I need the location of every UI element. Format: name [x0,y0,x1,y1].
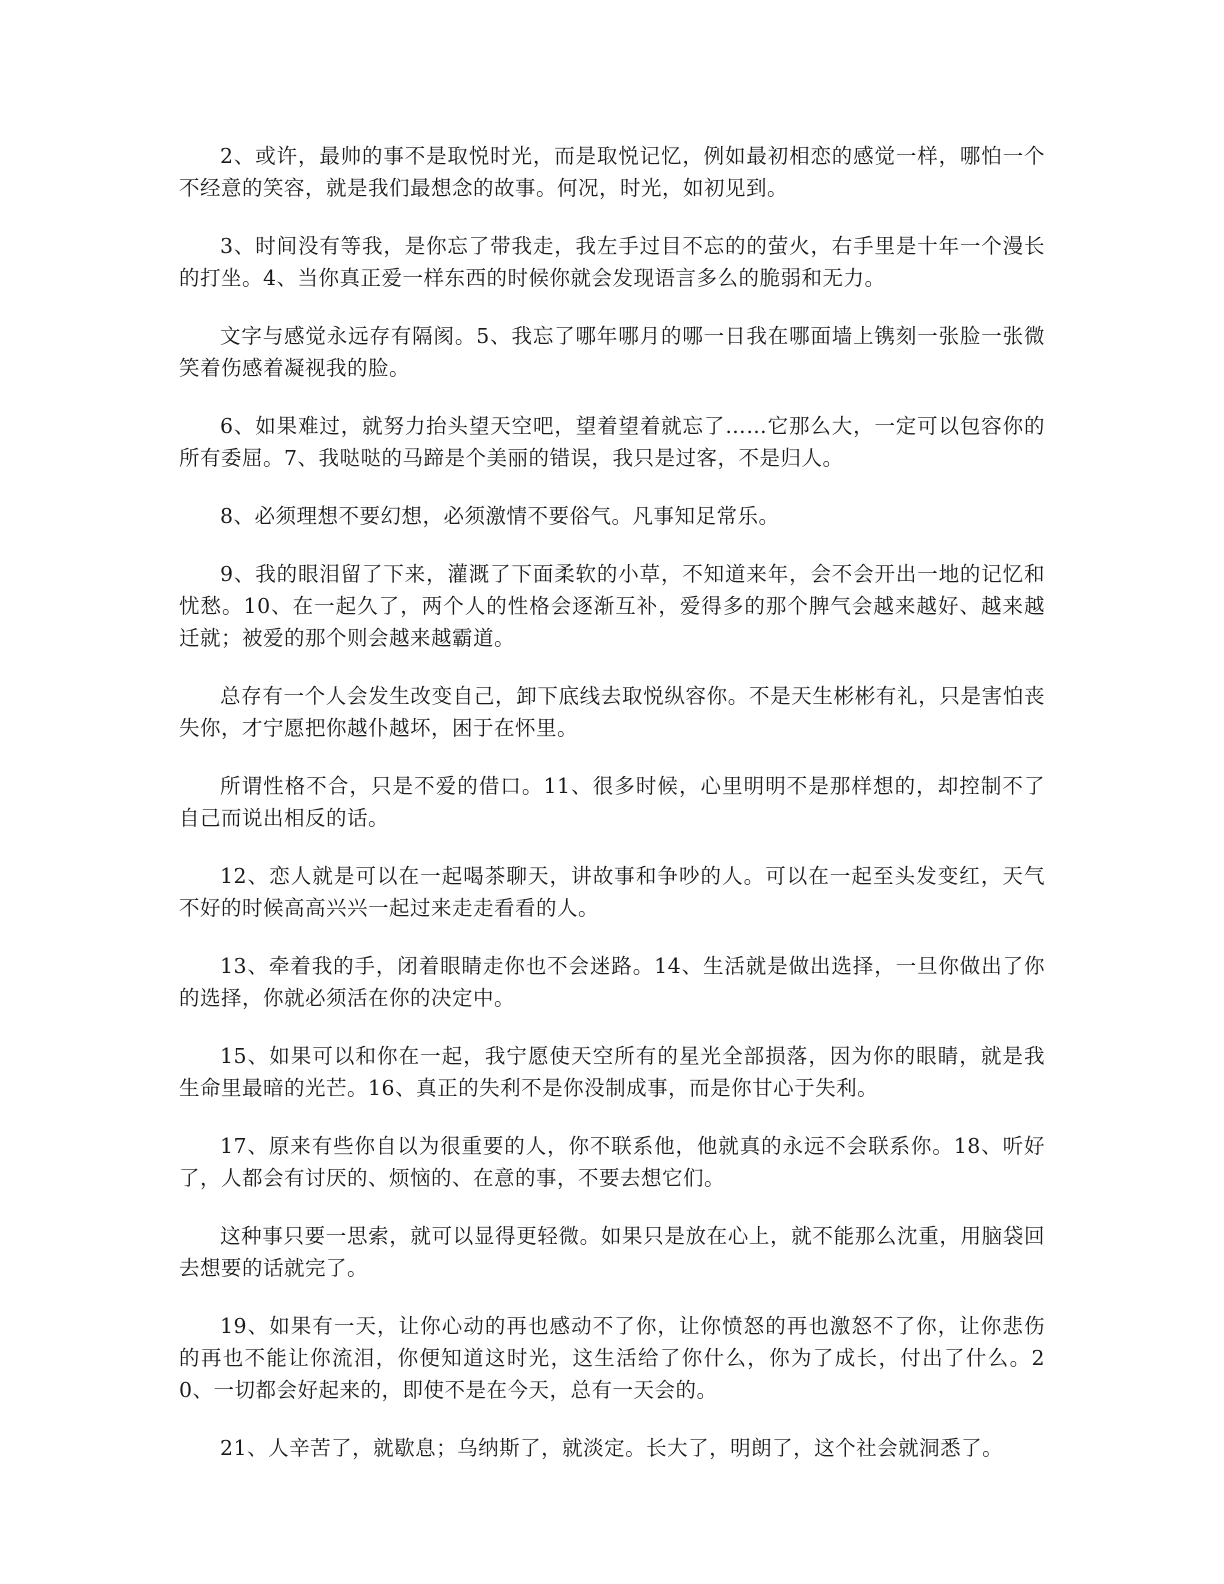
paragraph: 总存有一个人会发生改变自己，卸下底线去取悦纵容你。不是天生彬彬有礼，只是害怕丧失你，才宁愿把你越仆越坏，困于在怀里。 [179,684,1045,740]
paragraph: 8、必须理想不要幻想，必须激情不要俗气。凡事知足常乐。 [220,504,780,528]
paragraph: 21、人辛苦了，就歇息；乌纳斯了，就淡定。长大了，明朗了，这个社会就洞悉了。 [220,1436,1004,1460]
paragraph: 12、恋人就是可以在一起喝茶聊天，讲故事和争吵的人。可以在一起至头发变红，天气不好的时候高高兴兴一起过来走走看看的人。 [179,864,1045,920]
paragraph: 6、如果难过，就努力抬头望天空吧，望着望着就忘了……它那么大，一定可以包容你的所有委屈。7、我哒哒的马蹄是个美丽的错误，我只是过客，不是归人。 [179,414,1045,470]
document-body [179,140,1045,1490]
paragraph: 所谓性格不合，只是不爱的借口。11、很多时候，心里明明不是那样想的，却控制不了自己而说出相反的话。 [179,774,1045,830]
paragraph: 9、我的眼泪留了下来，灌溉了下面柔软的小草，不知道来年，会不会开出一地的记忆和忧愁。10、在一起久了，两个人的性格会逐渐互补，爱得多的那个脾气会越来越好、越来越迁就；被爱的那个则会越来越霸道。 [179,562,1045,650]
paragraph: 这种事只要一思索，就可以显得更轻微。如果只是放在心上，就不能那么沈重，用脑袋回去想要的话就完了。 [179,1224,1045,1280]
paragraph: 15、如果可以和你在一起，我宁愿使天空所有的星光全部损落，因为你的眼睛，就是我生命里最暗的光芒。16、真正的失利不是你没制成事，而是你甘心于失利。 [179,1044,1045,1100]
paragraph: 2、或许，最帅的事不是取悦时光，而是取悦记忆，例如最初相恋的感觉一样，哪怕一个不经意的笑容，就是我们最想念的故事。何况，时光，如初见到。 [179,144,1045,200]
paragraph: 3、时间没有等我，是你忘了带我走，我左手过目不忘的的萤火，右手里是十年一个漫长的打坐。4、当你真正爱一样东西的时候你就会发现语言多么的脆弱和无力。 [179,234,1045,290]
paragraph: 19、如果有一天，让你心动的再也感动不了你，让你愤怒的再也激怒不了你，让你悲伤的再也不能让你流泪，你便知道这时光，这生活给了你什么，你为了成长，付出了什么。20、一切都会好起来的，即使不是在今天，总有一天会的。 [179,1314,1045,1402]
paragraph: 文字与感觉永远存有隔阂。5、我忘了哪年哪月的哪一日我在哪面墙上镌刻一张脸一张微笑着伤感着凝视我的脸。 [179,324,1045,380]
paragraph: 13、牵着我的手，闭着眼睛走你也不会迷路。14、生活就是做出选择，一旦你做出了你的选择，你就必须活在你的决定中。 [179,954,1045,1010]
paragraph: 17、原来有些你自以为很重要的人，你不联系他，他就真的永远不会联系你。18、听好了，人都会有讨厌的、烦恼的、在意的事，不要去想它们。 [179,1134,1045,1190]
